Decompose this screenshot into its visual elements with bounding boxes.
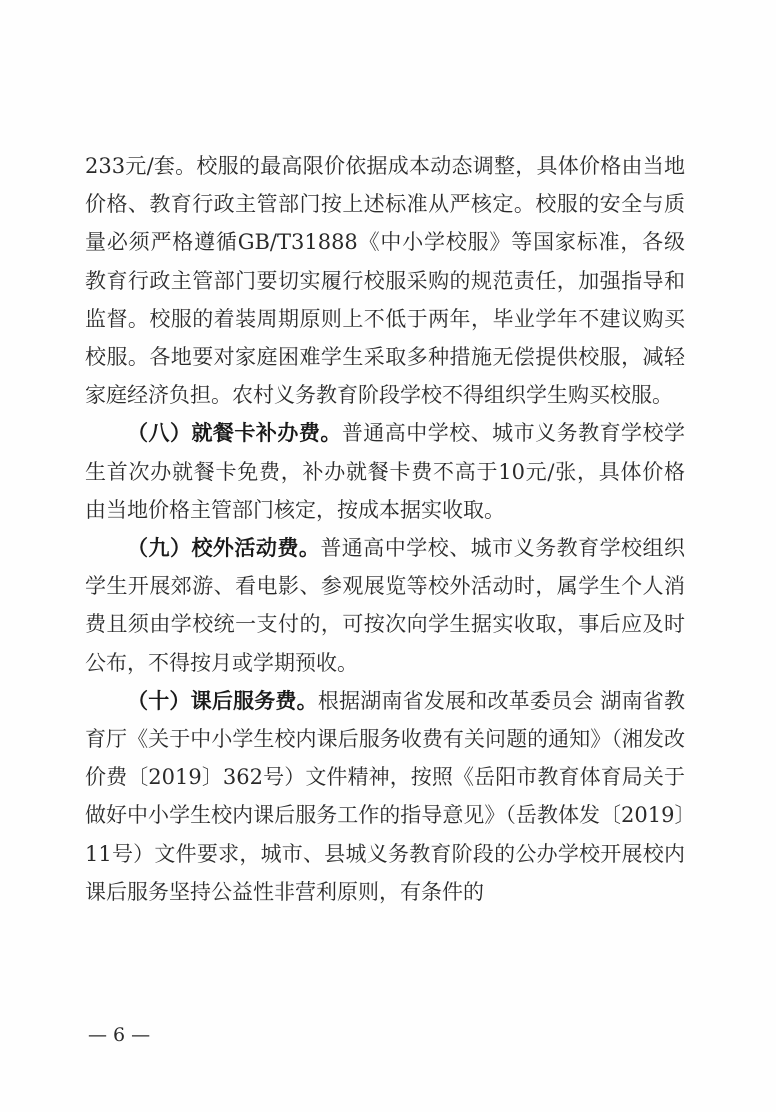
paragraph-uniform-continuation [85,147,685,414]
section-heading: （十）课后服务费。 [127,688,318,713]
paragraph-text: 233元/套。校服的最高限价依据成本动态调整，具体价格由当地价格、教育行政主管部门按上述标准从严核定。校服的安全与质量必须严格遵循GB/T31888《中小学校服》等国家标准，各级教育行政主管部门要切实履行校服采购的规范责任，加强指导和监督。校服的着装周期原则上不低于两年，毕业学年不建议购买校服。各地要对家庭困难学生采取多种措施无偿提供校服，减轻家庭经济负担。农村义务教育阶段学校不得组织学生购买校服。 [85,154,685,408]
section-heading: （九）校外活动费。 [127,536,321,561]
section-heading: （八）就餐卡补办费。 [127,421,342,446]
paragraph-text: 根据湖南省发展和改革委员会 湖南省教育厅《关于中小学生校内课后服务收费有关问题的通知》（湘发改价费〔2019〕362号）文件精神，按照《岳阳市教育体育局关于做好中小学生校内课后服务工作的指导意见》（岳教体发〔2019〕11号）文件要求，城市、县城义务教育阶段的公办学校开展校内课后服务坚持公益性非营利原则，有条件的 [85,688,685,904]
document-body [85,147,685,911]
paragraph-after-school-service-fee [85,682,685,911]
page-number: — 6 — [88,1024,151,1046]
paragraph-outdoor-activity-fee [85,529,685,682]
paragraph-text: 普通高中学校、城市义务教育学校学生首次办就餐卡免费，补办就餐卡费不高于10元/张，具体价格由当地价格主管部门核定，按成本据实收取。 [85,421,686,522]
paragraph-meal-card-fee [85,414,685,529]
paragraph-text: 普通高中学校、城市义务教育学校组织学生开展郊游、看电影、参观展览等校外活动时，属学生个人消费且须由学校统一支付的，可按次向学生据实收取，事后应及时公布，不得按月或学期预收。 [85,536,686,675]
